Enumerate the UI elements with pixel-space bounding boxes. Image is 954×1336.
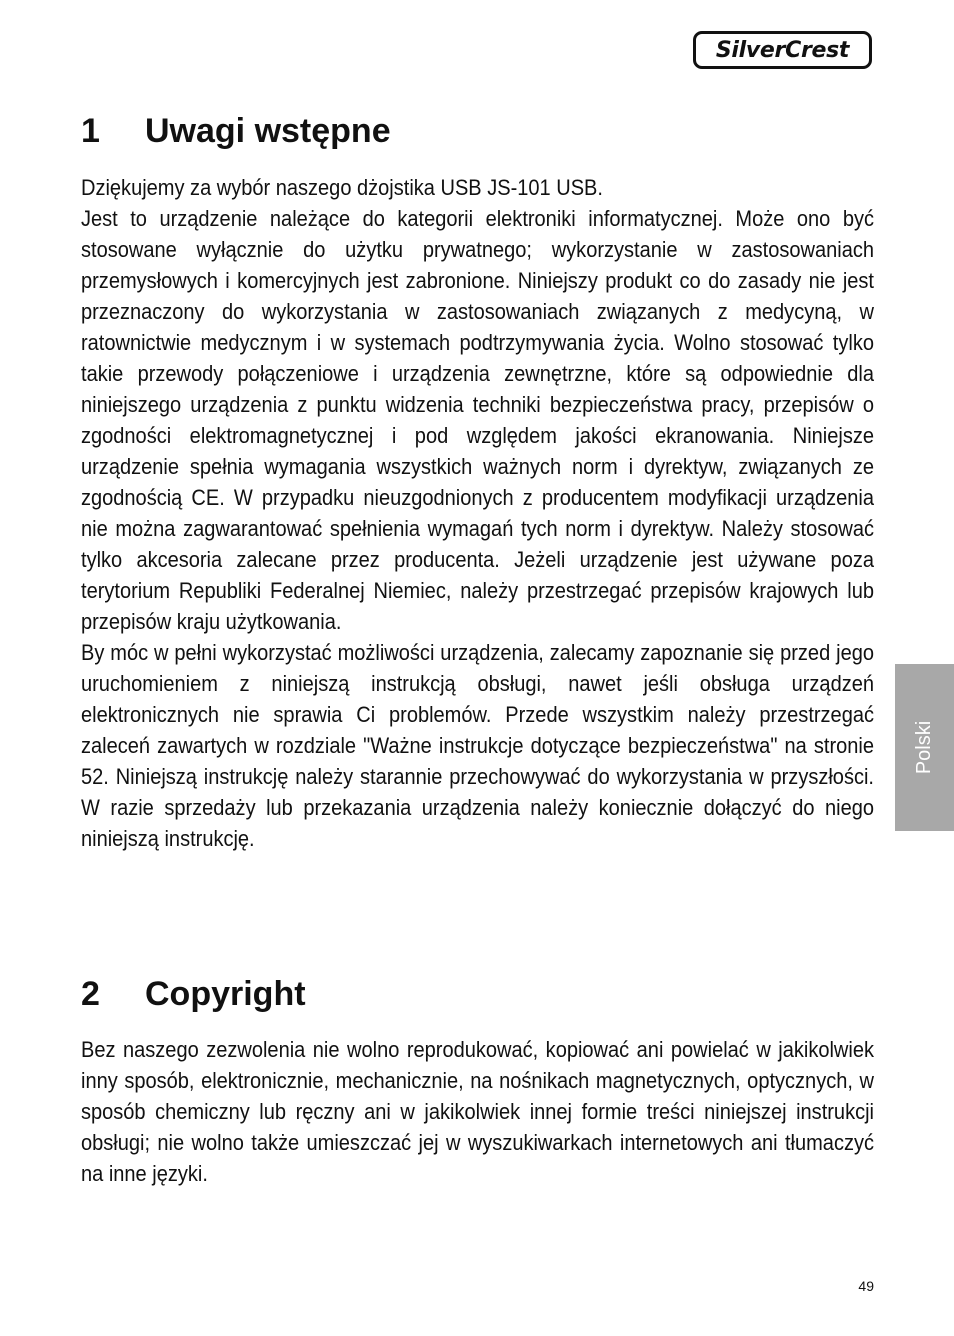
section-1-heading bbox=[81, 111, 391, 151]
section-2-body bbox=[81, 1034, 874, 1189]
section-2-title: Copyright bbox=[145, 975, 306, 1013]
silvercrest-logo bbox=[693, 31, 872, 69]
section-1-title: Uwagi wstępne bbox=[145, 112, 391, 150]
page-number: 49 bbox=[858, 1278, 874, 1294]
section-2-paragraph: Bez naszego zezwolenia nie wolno reprodukować, kopiować ani powielać w jakikolwiek inny sposób, elektronicznie, mechanicznie, na nośnikach magnetycznych, optycznych, w sposób chemiczny lub ręczny ani w jakikolwiek innej formie treści niniejszej instrukcji obsługi; nie wolno także umieszczać jej w wyszukiwarkach internetowych ani tłumaczyć na inne języki. bbox=[81, 1037, 874, 1186]
section-1-body bbox=[81, 172, 874, 854]
logo-text: SilverCrest bbox=[715, 37, 850, 63]
section-2-heading bbox=[81, 974, 306, 1014]
section-1-paragraph: Jest to urządzenie należące do kategorii elektroniki informatycznej. Może ono być stosowane wyłącznie do użytku prywatnego; wykorzystanie w zastosowaniach przemysłowych i komercyjnych jest zabronione. Niniejszy produkt co do zasady nie jest przeznaczony do wykorzystania w zastosowaniach związanych z medycyną, w ratownictwie medycznym i w systemach podtrzymywania życia. Wolno stosować tylko takie przewody połączeniowe i urządzenia zewnętrzne, które są odpowiednie dla niniejszego urządzenia z punktu widzenia techniki bezpieczeństwa pracy, przepisów o zgodności elektromagnetycznej i pod względem jakości ekranowania. Niniejsze urządzenie spełnia wymagania wszystkich ważnych norm i dyrektyw, związanych ze zgodnością CE. W przypadku nieuzgodnionych z producentem modyfikacji urządzenia nie można zagwarantować spełnienia wymagań tych norm i dyrektyw. Należy stosować tylko akcesoria zalecane przez producenta. Jeżeli urządzenie jest używane poza terytorium Republiki Federalnej Niemiec, należy przestrzegać przepisów krajowych lub przepisów kraju użytkowania. bbox=[81, 206, 874, 634]
section-2-number: 2 bbox=[81, 975, 100, 1013]
language-label: Polski bbox=[912, 720, 935, 775]
language-side-tab bbox=[895, 664, 954, 831]
section-1-paragraph: By móc w pełni wykorzystać możliwości urządzenia, zalecamy zapoznanie się przed jego uruchomieniem z niniejszą instrukcją obsługi, nawet jeśli obsługa urządzeń elektronicznych nie sprawia Ci problemów. Przede wszystkim należy przestrzegać zaleceń zawartych w rozdziale "Ważne instrukcje dotyczące bezpieczeństwa" na stronie 52. Niniejszą instrukcję należy starannie przechowywać do wykorzystania w przyszłości. W razie sprzedaży lub przekazania urządzenia należy koniecznie dołączyć do niego niniejszą instrukcję. bbox=[81, 640, 874, 851]
section-1-paragraph: Dziękujemy za wybór naszego dżojstika USB JS-101 USB. bbox=[81, 175, 603, 200]
section-1-number: 1 bbox=[81, 112, 100, 150]
